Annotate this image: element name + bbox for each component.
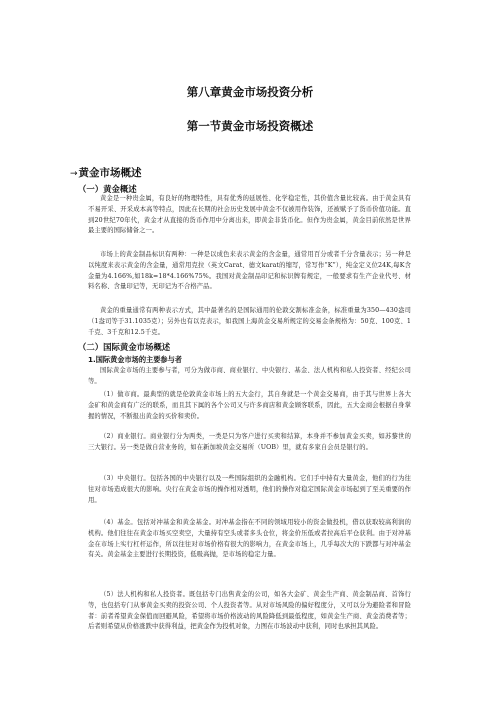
paragraph-1: 黄金是一种贵金属，有良好的物理特性，具有优秀的延展性、化学稳定性，其价值含量比较高。由于黄金具有不易开采、开采成本高等特点，因此在长期的社会历史发展中黄金不仅被用作装饰，还被赋予了货币价值功能。直到20世纪70年代，黄金才从直接的货币作用中分离出来，即黄金非货币化。但作为贵金属，黄金目前依然是世界最主要的国际储备之一。 bbox=[88, 195, 411, 235]
arrow-icon: → bbox=[70, 169, 78, 179]
paragraph-5: （1）做市商。最典型的就是伦敦黄金市场上的五大金行，其自身就是一个黄金交易商，由于其与世界上各大金矿和黄金商有广泛的联系，而且其下属的各个公司又与许多商店和黄金顾客联系，因此，五大金商会根据自身掌握的情况，不断报出黄金的买价和卖价。 bbox=[88, 391, 411, 420]
paragraph-4: 国际黄金市场的主要参与者，可分为做市商、商业银行、中央银行、基金、法人机构和私人投资者、经纪公司等。 bbox=[88, 367, 411, 385]
paragraph-6: （2）商业银行。商业银行分为两类，一类是只为客户进行买卖和结算，本身并不参加黄金买卖，如苏黎世的三大银行。另一类是做自营业务的，如在新加坡黄金交易所（UOB）里，就有多家自会员是银行的。 bbox=[88, 433, 411, 451]
subheading-gold-overview: （一）黄金概述 bbox=[78, 184, 137, 194]
paragraph-7: （3）中央银行。包括各国的中央银行以及一些国际组织的金融机构。它们手中持有大量黄金，他们的行为往往对市场造成很大的影响。央行在黄金市场的操作相对透明，他们的操作对稳定国际黄金市场起到了至关重要的作用。 bbox=[88, 475, 411, 504]
paragraph-2: 市场上的黄金制品标识有两种：一种是以成色来表示黄金的含金量，通常用百分或者千分含量表示；另一种是以纯度来表示黄金的含金量，通常用克拉（英文Carat、德文karat的缩写，常写作“K”），纯金定义位24K,每K含金量为4.166%,如18k=18*4.166%75%。我国对黄金制品印记和标识牌有规定，一般要求有生产企业代号、材料名称、含量印记等，无印记为不合格产品。 bbox=[88, 251, 411, 291]
heading-text: 黄金市场概述 bbox=[78, 167, 142, 179]
chapter-title: 第八章黄金市场投资分析 bbox=[186, 85, 314, 99]
section-title: 第一节黄金市场投资概述 bbox=[186, 119, 314, 133]
paragraph-3: 黄金的重量通常有两种表示方式，其中最著名的是国际通用的伦敦交割标准金条，标准重量为350—430盎司（1盎司等于31.1035克）；另外也有以克表示，如我国上海黄金交易所规定的交易金条规格为：50克、100克、1千克、3千克和12.5千克。 bbox=[88, 307, 411, 336]
heading-gold-market-overview bbox=[70, 165, 142, 180]
subheading-participants: 1.国际黄金市场的主要参与者 bbox=[88, 355, 182, 364]
paragraph-8: （4）基金。包括对冲基金和黄金基金。对冲基金指在不同的领域用较小的资金做投机，借以获取较高利润的机构。他们往往在黄金市场买空卖空，大量持有空头或者多头仓位，将金价压低或者拉高后平仓获利。由于对冲基金在市场上实行杠杆运作，所以往往对市场价格有很大的影响力，在黄金市场上，几乎每次大的下跌都与对冲基金有关。黄金基金主要进行长期投资，低吸高抛，是市场的稳定力量。 bbox=[88, 519, 411, 559]
paragraph-9: （5）法人机构和私人投资者。既包括专门出售黄金的公司，如各大金矿、黄金生产商、黄金制品商、首饰行等，也包括专门从事黄金买卖的投资公司、个人投资者等。从对市场风险的偏好程度分，又可以分为避险者和冒险者：前者希望黄金保值而回避风险，希望将市场价格波动的风险降低到最低程度，如黄金生产商、黄金消费者等；后者则希望从价格涨跌中获得利益，把黄金作为投机对象，力图在市场波动中获利，同时也承担其风险。 bbox=[88, 591, 411, 631]
subheading-international-market: （二）国际黄金市场概述 bbox=[78, 342, 171, 352]
